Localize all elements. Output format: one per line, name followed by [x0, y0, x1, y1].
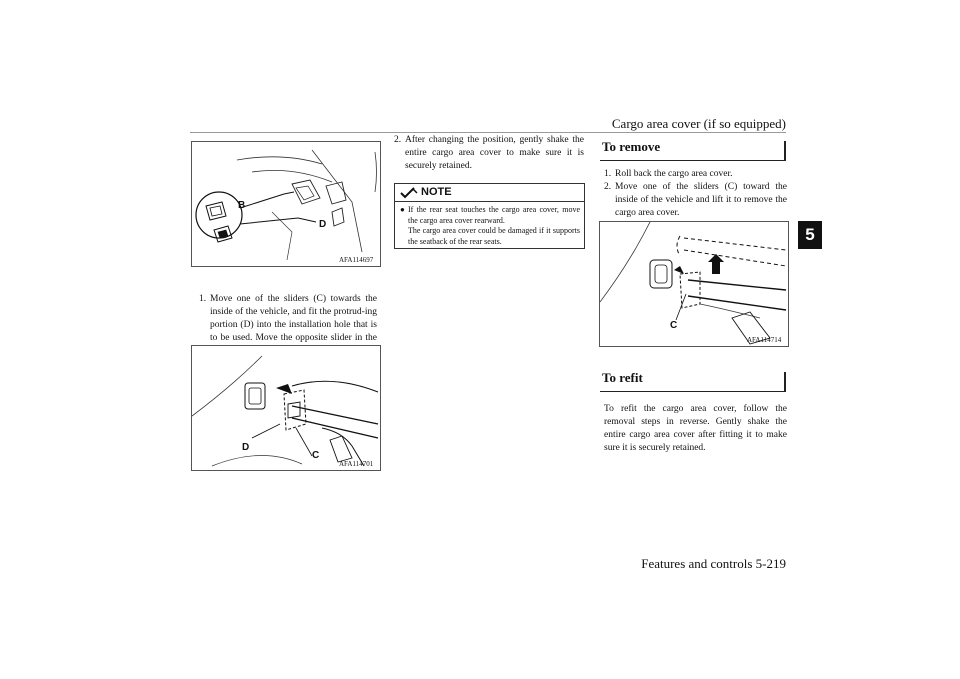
page-footer: Features and controls 5-219 [641, 556, 786, 571]
note-detail-text: The cargo area cover could be damaged if it supports the seatback of the rear seats. [408, 226, 580, 246]
refit-paragraph: To refit the cargo area cover, follow the removal steps in reverse. Gently shake the entire cargo area cover after fitting it to make sure it is securely retained. [604, 404, 787, 453]
page-header-title: Cargo area cover (if so equipped) [611, 116, 786, 131]
section-to-refit-header [600, 369, 786, 392]
figure-2-label-c: C [312, 450, 320, 461]
step-2-text: After changing the position, gently shake the entire cargo area cover to make sure it is securely retained. [405, 135, 584, 171]
figure-3-label-c: C [670, 320, 678, 331]
remove-step-2-text: Move one of the sliders (C) toward the inside of the vehicle and lift it to remove the cargo area cover. [615, 182, 787, 218]
figure-1-illustration [192, 142, 380, 266]
header-rule [190, 132, 786, 133]
figure-2-illustration [192, 346, 380, 470]
bullet-icon: ● [400, 205, 405, 214]
section-to-refit-title: To refit [602, 370, 643, 385]
remove-step-2 [604, 181, 787, 220]
step-1-text: Move one of the sliders (C) towards the inside of the vehicle, and fit the protrud-ing portion (D) into the installation hole that is to be used. Move the opposite slider in the [210, 294, 377, 343]
figure-1-label-d: D [319, 219, 327, 230]
figure-slider-remove [599, 221, 789, 347]
figure-3-code: AFA114714 [747, 336, 782, 344]
pencil-check-icon [400, 186, 418, 200]
figure-2-code: AFA114701 [339, 460, 374, 468]
remove-step-2-number: 2. [604, 182, 612, 192]
step-2-number: 2. [394, 135, 402, 145]
figure-2-label-d: D [242, 442, 250, 453]
chapter-tab: 5 [798, 221, 822, 249]
figure-1-label-b: B [238, 200, 246, 211]
note-box [394, 183, 585, 249]
figure-3-illustration [600, 222, 788, 346]
figure-slider-install [191, 345, 381, 471]
section-bar [784, 141, 786, 160]
section-to-remove-header [600, 138, 786, 161]
step-1-number: 1. [199, 294, 207, 304]
section-bar [784, 372, 786, 391]
figure-1-code: AFA114697 [339, 256, 374, 264]
note-body [400, 205, 580, 247]
note-label: NOTE [421, 186, 452, 198]
remove-step-1-number: 1. [604, 169, 612, 179]
note-bullet-text: If the rear seat touches the cargo area cover, move the cargo area cover rearward. [408, 205, 580, 225]
note-header [395, 184, 584, 202]
section-to-remove-title: To remove [602, 139, 661, 154]
step-2 [394, 134, 584, 173]
remove-step-1 [604, 168, 787, 181]
figure-slider-closeup [191, 141, 381, 267]
remove-step-1-text: Roll back the cargo area cover. [615, 169, 733, 179]
